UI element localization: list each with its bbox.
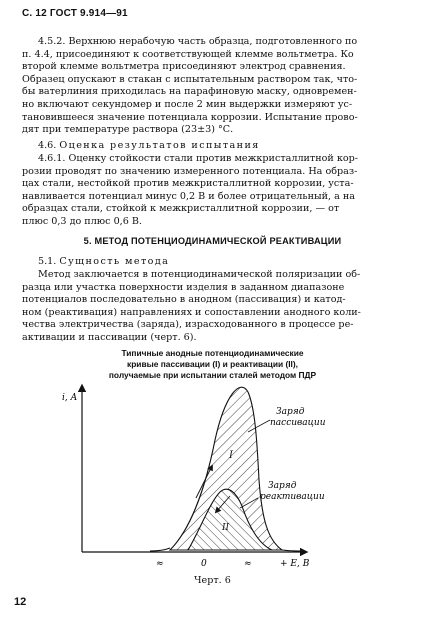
text-line: Метод заключается в потенциодинамической поляризации об- [38,269,361,280]
x-axis-label: + E, B [280,559,310,569]
text-line: п. 4.4, присоединяют к соответствующей клемме вольтметра. Ко [22,48,354,60]
page-header: С. 12 ГОСТ 9.914—91 [22,8,128,19]
polarization-curves-diagram [0,380,425,570]
figure-title [0,348,425,381]
text-line: активации и пассивации (черт. 6). [22,331,197,343]
curve-tail [150,548,170,551]
text-line: розии проводят по значению измеренного потенциала. На образ- [22,165,358,177]
passivation-charge-label: Заряд пассивации [270,407,326,428]
text-line: но включают секундомер и после 2 мин выдержки измеряют ус- [22,98,353,110]
text-line: чества электричества (заряда), израсходованного в процессе ре- [22,319,354,331]
text-line: ном (реактивация) направлениях и сопоставлении анодного коли- [22,306,361,318]
zero-label: 0 [201,559,207,569]
text-line: дят при температуре раствора (23±3) °С. [22,124,234,136]
y-axis-label: i, A [62,393,78,403]
section-title: 5. МЕТОД ПОТЕНЦИОДИНАМИЧЕСКОЙ РЕАКТИВАЦИИ [83,236,342,246]
text-line: 4.6.1. Оценку стойкости стали против межкристаллитной кор- [38,153,359,164]
text-line: тановившееся значение потенциала коррозии. Испытание прово- [22,111,358,123]
paragraph-4-6-1 [22,153,410,229]
text-line: бы ватерлиния приходилась на парафиновую маску, одновремен- [22,86,357,98]
heading-text: Оценка результатов испытания [59,140,260,151]
text-line: образцах стали, стойкой к межкристаллитной коррозии, — от [22,203,340,215]
figure-title-line: Типичные анодные потенциодинамические [121,348,304,358]
text-line: навливается потенциал минус 0,2 В и более отрицательный, а на [22,190,355,202]
reactivation-charge-label: Заряд реактивации [260,481,325,502]
figure-title-line: получаемые при испытании сталей методом ПДР [108,370,317,380]
text-line: потенциалов последовательно в анодном (пассивация) и катод- [22,294,346,306]
heading-number: 4.6. [38,140,57,151]
figure-caption: Черт. 6 [194,575,231,586]
text-line: 4.5.2. Верхнюю нерабочую часть образца, подготовленного по [38,36,358,47]
curve-tail [282,550,300,551]
figure-title-line: кривые пассивации (I) и реактивации (II), [127,359,298,369]
region-II-label: II [222,523,230,533]
axis-tilde: ≈ [244,559,252,569]
text-line: плюс 0,3 до плюс 0,6 В. [22,215,142,227]
text-line: Образец опускают в стакан с испытательным раствором так, что- [22,73,358,85]
paragraph-4-5-2 [22,36,410,137]
heading-text: Сущность метода [59,256,170,267]
axis-tilde: ≈ [156,559,164,569]
paragraph-5-1 [22,269,410,345]
heading-5-1 [22,256,410,269]
region-I-label: I [229,450,233,461]
text-line: разца или участка поверхности изделия в заданном диапазоне [22,281,345,293]
text-line: цах стали, нестойкой против межкристаллитной коррозии, уста- [22,178,354,190]
page-number: 12 [14,596,27,608]
text-line: второй клемме вольтметра присоединяют электрод сравнения. [22,61,346,73]
heading-4-6 [22,140,410,153]
heading-number: 5.1. [38,256,57,267]
